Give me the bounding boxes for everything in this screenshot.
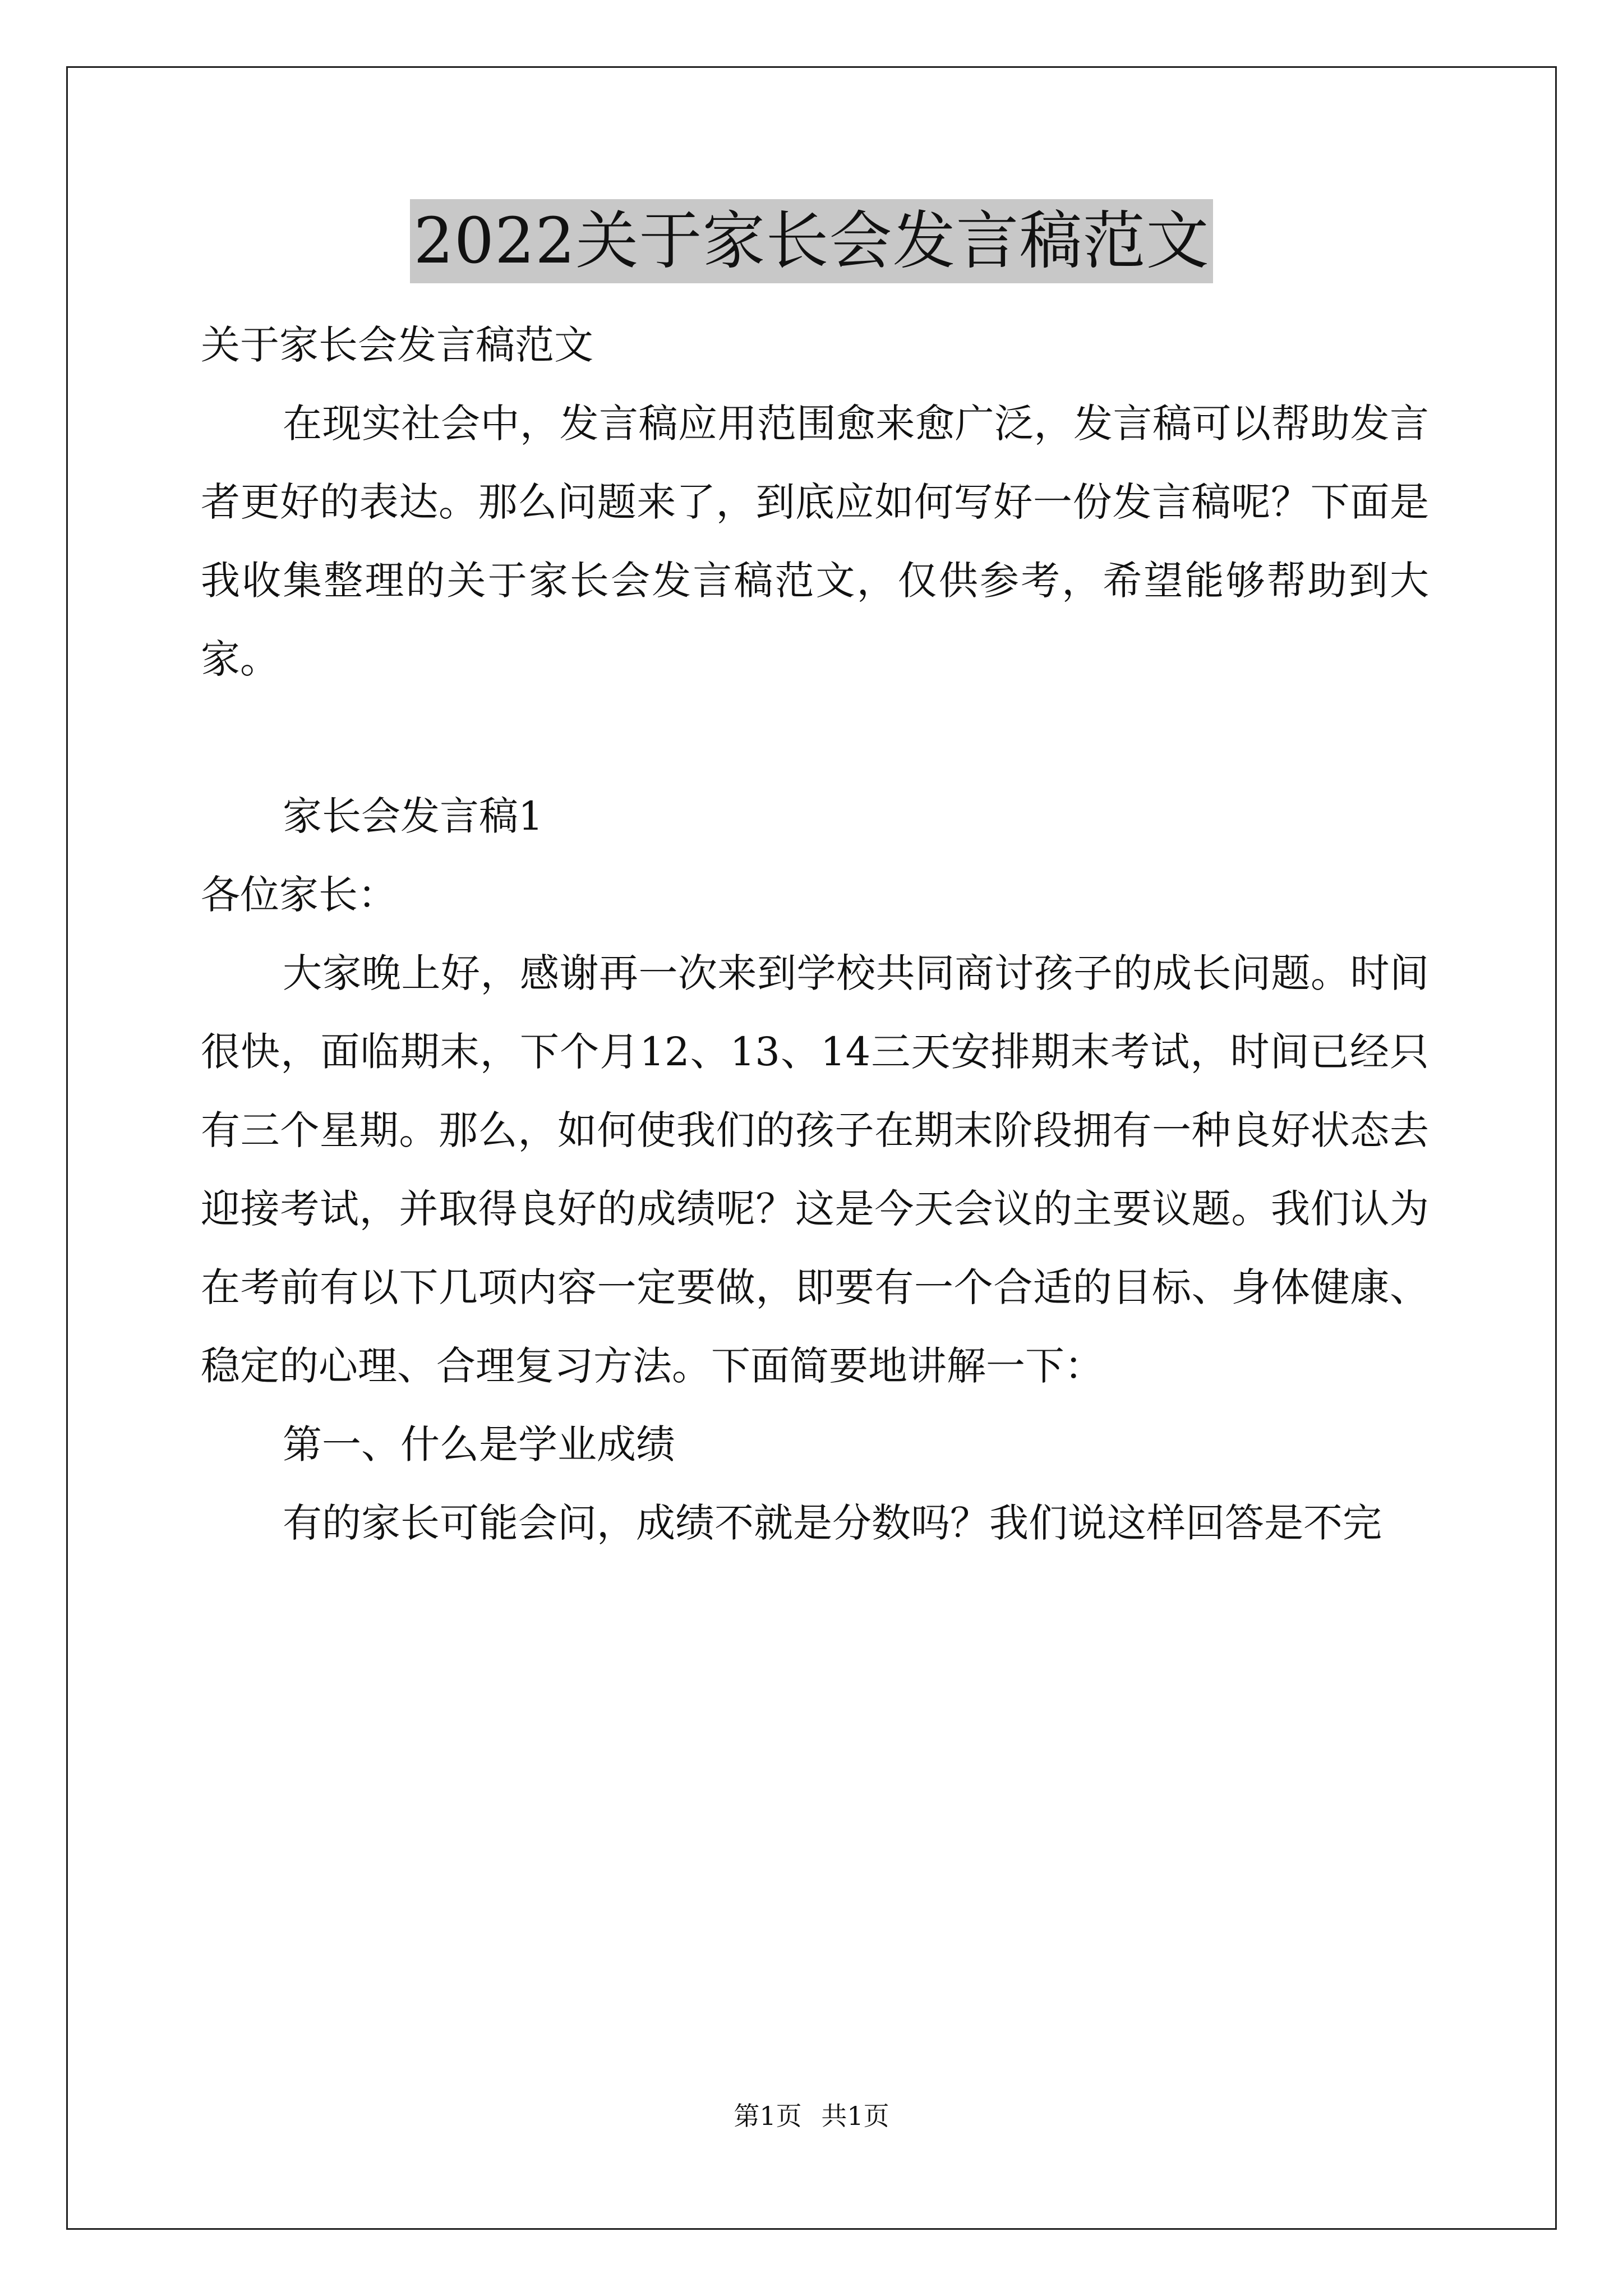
body-paragraph: 大家晚上好，感谢再一次来到学校共同商讨孩子的成长问题。时间很快，面临期末，下个月12、13、14三天安排期末考试，时间已经只有三个星期。那么，如何使我们的孩子在期末阶段拥有一种良好状态去迎接考试，并取得良好的成绩呢？这是今天会议的主要议题。我们认为在考前有以下几项内容一定要做，即要有一个合适的目标、身体健康、稳定的心理、合理复习方法。下面简要地讲解一下： (201, 950, 1429, 1389)
page-footer (0, 2099, 1623, 2133)
body-paragraph: 有的家长可能会问，成绩不就是分数吗？我们说这样回答是不完 (283, 1500, 1382, 1546)
page-number: 第1页 (734, 2101, 802, 2131)
document-title: 2022关于家长会发言稿范文 (410, 199, 1212, 283)
section-heading: 家长会发言稿1 (283, 793, 543, 839)
intro-paragraph: 在现实社会中，发言稿应用范围愈来愈广泛，发言稿可以帮助发言者更好的表达。那么问题来了，到底应如何写好一份发言稿呢？下面是我收集整理的关于家长会发言稿范文，仅供参考，希望能够帮助到大家。 (201, 401, 1429, 682)
subtitle-paragraph: 关于家长会发言稿范文 (201, 322, 593, 368)
document-body (201, 306, 1429, 1562)
point-heading: 第一、什么是学业成绩 (283, 1421, 675, 1467)
paragraph-gap (201, 698, 1429, 777)
salutation: 各位家长： (201, 872, 397, 918)
title-container (0, 199, 1623, 283)
page-total: 共1页 (821, 2101, 889, 2131)
